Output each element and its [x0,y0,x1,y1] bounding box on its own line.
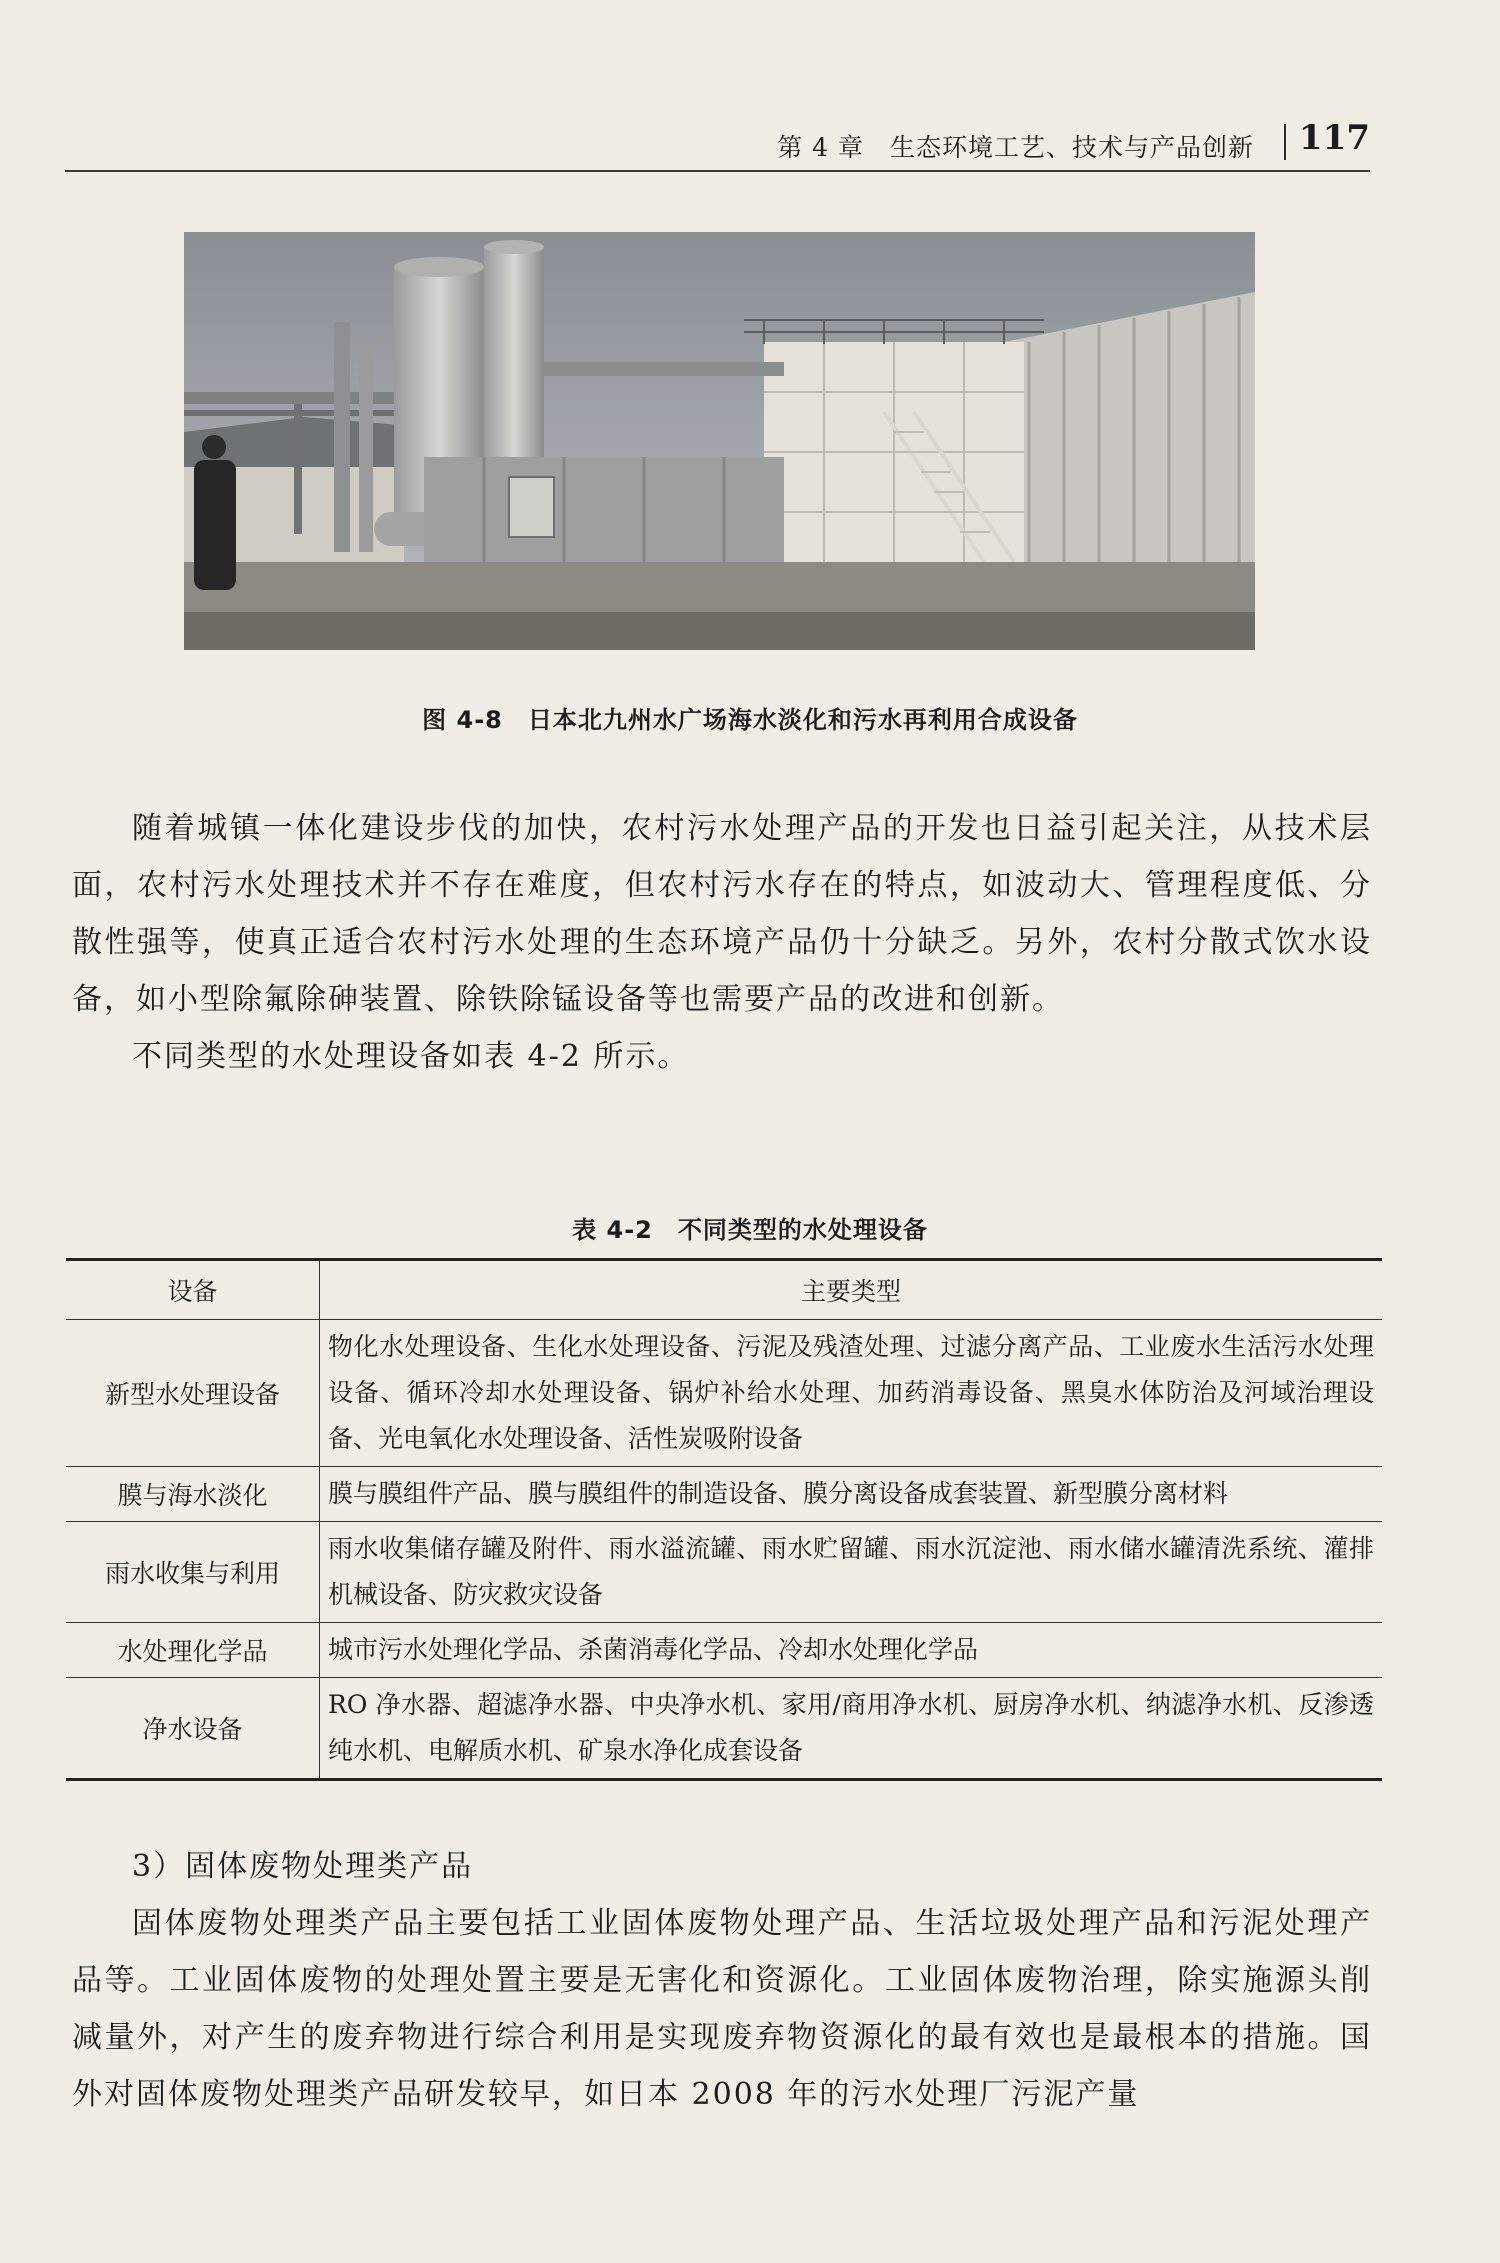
equipment-types: 城市污水处理化学品、杀菌消毒化学品、冷却水处理化学品 [320,1623,1383,1678]
chapter-title: 第 4 章 生态环境工艺、技术与产品创新 [777,133,1254,162]
equipment-types: 膜与膜组件产品、膜与膜组件的制造设备、膜分离设备成套装置、新型膜分离材料 [320,1467,1383,1522]
table-row [66,1320,1382,1467]
equipment-types: RO 净水器、超滤净水器、中央净水机、家用/商用净水机、厨房净水机、纳滤净水机、反渗透纯水机、电解质水机、矿泉水净化成套设备 [320,1678,1383,1780]
water-equipment-table [66,1258,1382,1781]
table-row [66,1623,1382,1678]
running-header [65,118,1370,172]
section-heading: 3）固体废物处理类产品 [132,1849,474,1884]
equipment-name: 净水设备 [66,1678,320,1780]
paragraph: 固体废物处理类产品主要包括工业固体废物处理产品、生活垃圾处理产品和污泥处理产品等。工业固体废物的处理处置主要是无害化和资源化。工业固体废物治理，除实施源头削减量外，对产生的废弃物进行综合利用是实现废弃物资源化的最有效也是最根本的措施。国外对固体废物处理类产品研发较早，如日本 2008 年的污水处理厂污泥产量 [72,1906,1372,2112]
equipment-name: 新型水处理设备 [66,1320,320,1467]
column-header: 设备 [66,1260,320,1320]
header-separator [1284,124,1286,160]
paragraph: 随着城镇一体化建设步伐的加快，农村污水处理产品的开发也日益引起关注，从技术层面，农村污水处理技术并不存在难度，但农村污水存在的特点，如波动大、管理程度低、分散性强等，使真正适合农村污水处理的生态环境产品仍十分缺乏。另外，农村分散式饮水设备，如小型除氟除砷装置、除铁除锰设备等也需要产品的改进和创新。 [72,811,1372,1017]
equipment-name: 膜与海水淡化 [66,1467,320,1522]
figure-photo [184,232,1255,650]
equipment-name: 雨水收集与利用 [66,1522,320,1623]
table-row [66,1467,1382,1522]
table-header-row [66,1260,1382,1320]
section-block [72,1838,1372,2123]
paragraph: 不同类型的水处理设备如表 4-2 所示。 [132,1039,690,1074]
table-caption: 表 4-2 不同类型的水处理设备 [572,1216,928,1244]
column-header: 主要类型 [320,1260,1383,1320]
page-number: 117 [1299,118,1370,158]
body-text [72,800,1372,1085]
facility-photo-illustration [184,232,1255,650]
figure-caption: 图 4-8 日本北九州水广场海水淡化和污水再利用合成设备 [422,706,1078,734]
table-row [66,1522,1382,1623]
table-row [66,1678,1382,1780]
equipment-types: 雨水收集储存罐及附件、雨水溢流罐、雨水贮留罐、雨水沉淀池、雨水储水罐清洗系统、灌排机械设备、防灾救灾设备 [320,1522,1383,1623]
equipment-name: 水处理化学品 [66,1623,320,1678]
equipment-types: 物化水处理设备、生化水处理设备、污泥及残渣处理、过滤分离产品、工业废水生活污水处理设备、循环冷却水处理设备、锅炉补给水处理、加药消毒设备、黑臭水体防治及河域治理设备、光电氧化水处理设备、活性炭吸附设备 [320,1320,1383,1467]
